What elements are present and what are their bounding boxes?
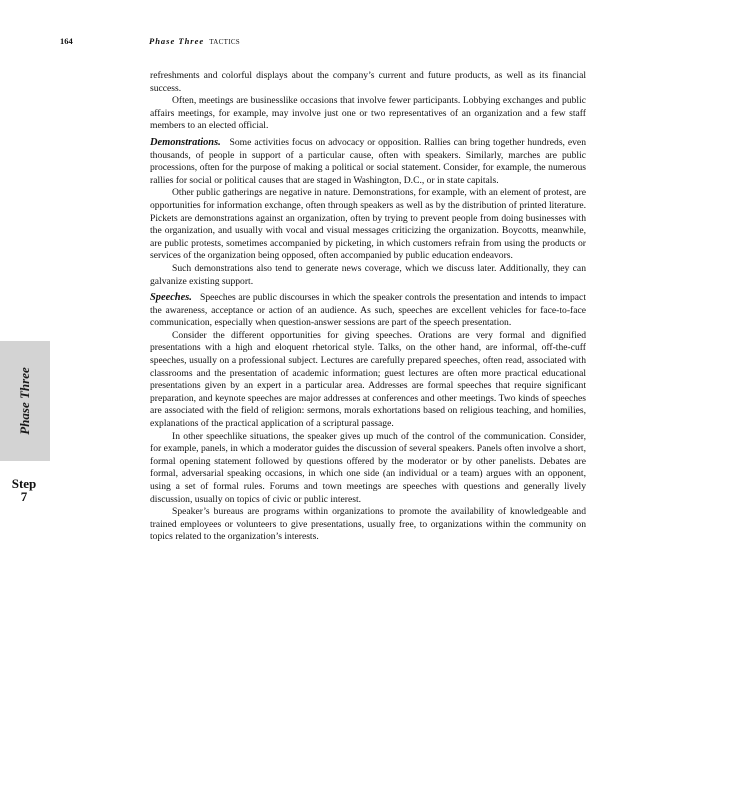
step-marker xyxy=(4,477,44,503)
phase-side-tab xyxy=(0,341,50,461)
running-header xyxy=(0,36,736,50)
paragraph: refreshments and colorful displays about the company’s current and future products, as well as its financial success. xyxy=(150,70,586,94)
step-number: 7 xyxy=(20,489,28,504)
section-paragraph-demonstrations xyxy=(150,137,586,187)
paragraph: Speaker’s bureaus are programs within organizations to promote the availability of knowledgeable and trained employees or volunteers to give presentations, usually free, to organizations within the community on topics related to the organization’s interests. xyxy=(150,506,586,543)
page-number: 164 xyxy=(60,36,73,46)
body-text xyxy=(150,70,586,544)
paragraph: Other public gatherings are negative in nature. Demonstrations, for example, with an element of protest, are opportunities for information exchange, often through speakers as well as by the distribution of printed literature. Pickets are demonstrations against an organization, often by trying to prevent people from doing businesses with the organization, and usually with vocal and visual messages criticizing the organization. Boycotts, meanwhile, are public protests, sometimes accompanied by picketing, in which customers refrain from using the products or services of the organization being opposed, often accompanied by public education endeavors. xyxy=(150,187,586,262)
paragraph-text: Some activities focus on advocacy or opposition. Rallies can bring together hundreds, even thousands, of people in support of a particular cause, often with speakers. Similarly, marches are public processions, often for the purpose of making a political or social statement. Consider, for example, the numerous rallies for social or political causes that are staged in Washington, D.C., or in state capitals. xyxy=(150,136,586,186)
section-paragraph-speeches xyxy=(150,292,586,330)
running-head-section: TACTICS xyxy=(209,38,240,46)
side-tab-label: Phase Three xyxy=(17,367,32,435)
step-word: Step xyxy=(11,476,37,491)
paragraph: In other speechlike situations, the speaker gives up much of the control of the communication. Consider, for example, panels, in which a moderator guides the discussion of several speakers. Panels often involve a short, formal opening statement followed by questions offered by the moderator or by other panelists. Debates are formal, adversarial speaking occasions, in which one side (an individual or a team) argues with an opponent, using a set of formal rules. Forums and town meetings are speeches with questions and generally lively discussion, usually on topics of civic or public interest. xyxy=(150,430,586,505)
section-heading-speeches: Speeches. xyxy=(150,292,192,304)
paragraph: Consider the different opportunities for giving speeches. Orations are very formal and dignified presentations with a high and eloquent rhetorical style. Talks, on the other hand, are informal, off-the-cuff speeches, usually on a professional subject. Lectures are carefully prepared speeches, often read, associated with classrooms and the presentation of academic information; guest lectures are often more practical educational presentations given by an expert in a particular area. Addresses are formal speeches that require significant preparation, and keynote speeches are major addresses at conferences and other meetings. Two kinds of speeches are associated with the field of religion: sermons, morals exhortations based on religious teaching, and homilies, explanations of the practical application of a scriptural passage. xyxy=(150,329,586,430)
running-head-phase: Phase Three xyxy=(149,36,205,46)
paragraph-text: Speeches are public discourses in which the speaker controls the presentation and intends to impact the awareness, acceptance or action of an audience. As such, speeches are excellent vehicles for face-to-face communication, especially when question-answer sessions are part of the speech presentation. xyxy=(150,292,586,329)
section-heading-demonstrations: Demonstrations. xyxy=(150,136,221,148)
paragraph: Often, meetings are businesslike occasions that involve fewer participants. Lobbying exchanges and public affairs meetings, for example, may involve just one or two representatives of an organization and a few staff members to an elected official. xyxy=(150,95,586,132)
running-head xyxy=(149,36,240,46)
paragraph: Such demonstrations also tend to generate news coverage, which we discuss later. Additionally, they can galvanize existing support. xyxy=(150,262,586,287)
